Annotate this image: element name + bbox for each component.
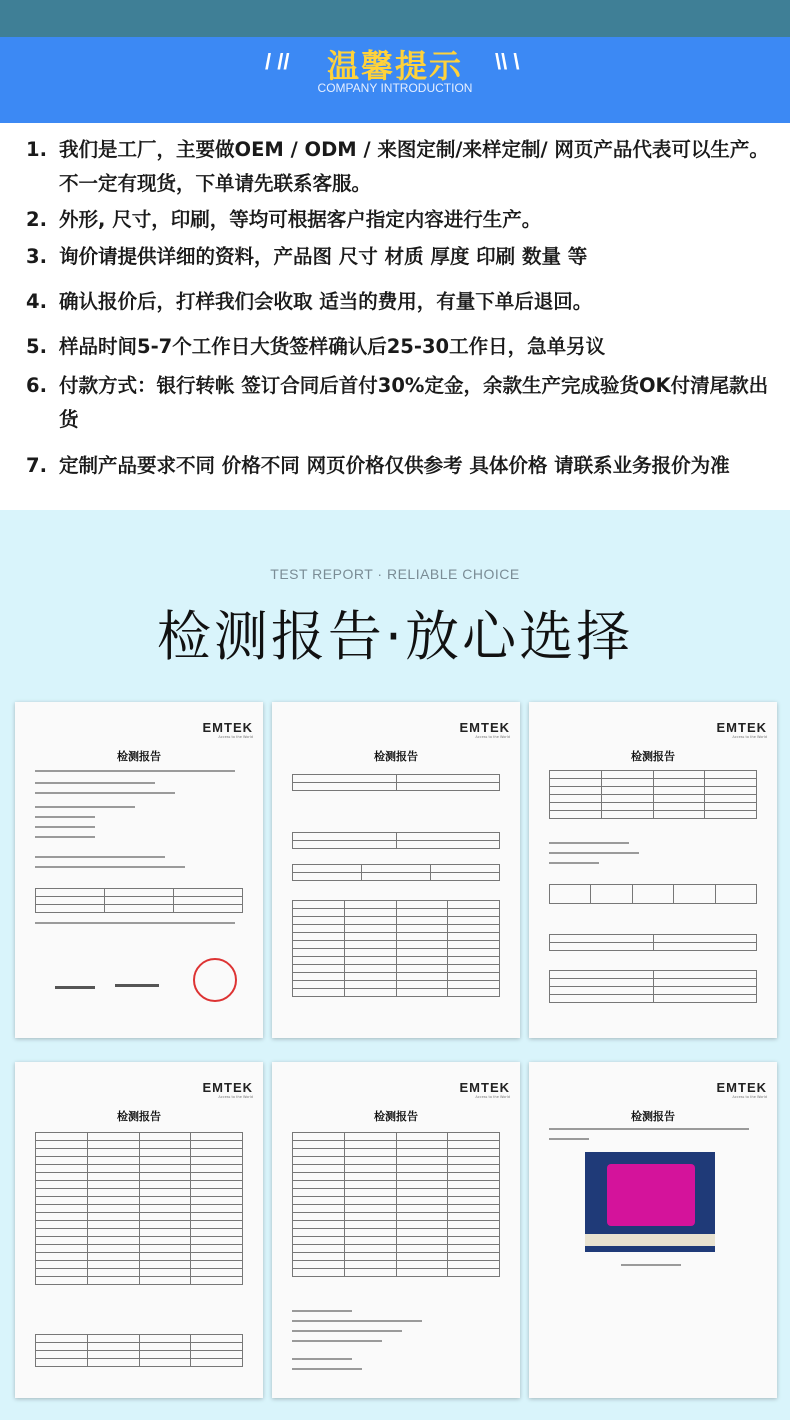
report-title: 检测报告 (374, 1110, 418, 1123)
top-band (0, 0, 790, 37)
slash-decoration-left: / // (265, 49, 290, 74)
sample-photo (585, 1152, 715, 1252)
report-title: 检测报告 (631, 750, 675, 763)
report-title: 检测报告 (117, 1110, 161, 1123)
report-page-5 (272, 1062, 520, 1398)
banner-title: 温馨提示 (326, 47, 463, 85)
header-banner (0, 37, 790, 123)
report-page-1 (15, 702, 263, 1038)
notice-item: 5. 样品时间5-7个工作日大货签样确认后25-30工作日，急单另议 (26, 335, 606, 358)
emtek-logo: EMTEK Access to the World (716, 720, 767, 739)
report-page-4 (15, 1062, 263, 1398)
report-page-2 (272, 702, 520, 1038)
notice-item: 2. 外形, 尺寸，印刷，等均可根据客户指定内容进行生产。 (26, 208, 542, 231)
certificate-title: 检测报告·放心选择 (156, 605, 634, 668)
emtek-logo: EMTEK Access to the World (459, 720, 510, 739)
certificate-section (0, 510, 790, 1420)
banner-subtitle: COMPANY INTRODUCTION (317, 81, 473, 95)
emtek-logo: EMTEK Access to the World (459, 1080, 510, 1099)
notice-item: 3. 询价请提供详细的资料，产品图 尺寸 材质 厚度 印刷 数量 等 (26, 245, 588, 268)
notice-item: 7. 定制产品要求不同 价格不同 网页价格仅供参考 具体价格 请联系业务报价为准 (26, 454, 730, 477)
emtek-logo: EMTEK Access to the World (202, 1080, 253, 1099)
notice-item: 4. 确认报价后，打样我们会收取 适当的费用，有量下单后退回。 (26, 290, 593, 313)
slash-decoration-right: \\ \ (495, 49, 520, 74)
seal-stamp (193, 958, 237, 1002)
notice-item: 6. 付款方式：银行转帐 签订合同后首付30%定金，余款生产完成验货OK付清尾款出货 (26, 374, 769, 431)
notice-item: 1. 我们是工厂，主要做OEM / ODM / 来图定制/来样定制/ 网页产品代表可以生产。不一定有现货，下单请先联系客服。 (26, 138, 769, 195)
emtek-logo: EMTEK Access to the World (202, 720, 253, 739)
report-title: 检测报告 (117, 750, 161, 763)
report-page-6 (529, 1062, 777, 1398)
report-title: 检测报告 (631, 1110, 675, 1123)
report-title: 检测报告 (374, 750, 418, 763)
certificate-subtitle: TEST REPORT · RELIABLE CHOICE (270, 566, 520, 582)
notice-list (0, 123, 790, 510)
emtek-logo: EMTEK Access to the World (716, 1080, 767, 1099)
report-page-3 (529, 702, 777, 1038)
